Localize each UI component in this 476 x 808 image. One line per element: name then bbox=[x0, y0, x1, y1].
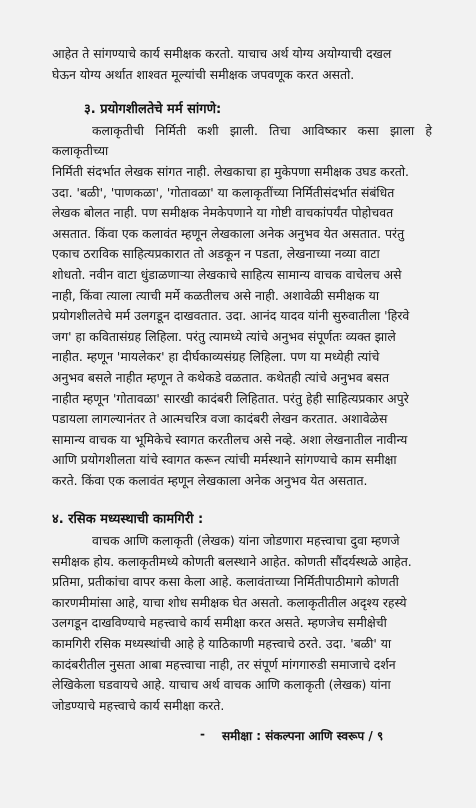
text-line: अनुभव बसले नाहीत म्हणून ते कथेकडे वळतात. कथेतही त्यांचे अनुभव बसत bbox=[52, 369, 390, 385]
text-line: कारणमीमांसा आहे, याचा शोध समीक्षक घेत असतो. कलाकृतीतील अदृश्य रहस्ये bbox=[52, 594, 407, 610]
text-line: असतात. किंवा एक कलावंत म्हणून लेखकाला अनेक अनुभव येत असतात. परंतु bbox=[52, 225, 405, 241]
text-line: जोडण्याचे महत्त्वाचे कार्य समीक्षा करते. bbox=[52, 697, 225, 713]
text-line: आहेत ते सांगण्याचे कार्य समीक्षक करतो. याचाच अर्थ योग्य अयोग्याची दखल bbox=[52, 46, 392, 61]
text-line: आणि प्रयोगशीलता यांचे स्वागत करून त्यांची मर्मस्थाने सांगण्याचे काम समीक्षा bbox=[52, 452, 397, 468]
text-line: एकाच ठराविक साहित्यप्रकारात तो अडकून न पडता, लेखनाच्या नव्या वाटा bbox=[52, 246, 380, 262]
text-line: घेऊन योग्य अर्थात शाश्वत मूल्यांची समीक्षक जपवणूक करत असतो. bbox=[52, 66, 355, 82]
text-line: प्रतिमा, प्रतीकांचा वापर कसा केला आहे. कलावंताच्या निर्मितीपाठीमागे कोणती bbox=[52, 574, 399, 590]
text-line: शोधतो. नवीन वाटा धुंडाळणाऱ्या लेखकाचे साहित्य सामान्य वाचक वाचेलच असे bbox=[52, 266, 402, 282]
text-line: लेखिकेला घडवायचे आहे. याचाच अर्थ वाचक आणि कलाकृती (लेखक) यांना bbox=[52, 677, 391, 693]
footer-dash: - bbox=[200, 727, 205, 741]
intro-paragraph bbox=[52, 44, 432, 85]
running-head: समीक्षा : संकल्पना आणि स्वरूप / ९ bbox=[222, 729, 384, 743]
section-3-paragraph bbox=[52, 121, 432, 492]
text-line: समीक्षक होय. कलाकृतीमध्ये कोणती बलस्थाने आहेत. कोणती सौंदर्यस्थळे आहेत. bbox=[52, 553, 412, 569]
text-line: प्रयोगशीलतेचे मर्म उलगडून दाखवतात. उदा. आनंद यादव यांनी सुरुवातीला 'हिरवे bbox=[52, 308, 410, 324]
text-line: कलाकृतीची निर्मिती कशी झाली. तिचा आविष्कार कसा झाला हे कलाकृतीच्या bbox=[52, 122, 432, 159]
text-line: उलगडून दाखविण्याचे महत्त्वाचे कार्य समीक्षा करत असते. म्हणजेच समीक्षेची bbox=[52, 615, 387, 631]
section-4-paragraph bbox=[52, 531, 432, 716]
text-line: नाहीत. म्हणून 'मायलेकर' हा दीर्घकाव्यसंग्रह लिहिला. पण या मध्येही त्यांचे bbox=[52, 349, 380, 365]
text-line: सामान्य वाचक या भूमिकेचे स्वागत करतीलच असे नव्हे. अशा लेखनातील नावीन्य bbox=[52, 431, 408, 447]
text-line: नाहीत म्हणून 'गोतावळा' सारखी कादंबरी लिहितात. परंतु हेही साहित्यप्रकार अपुरे bbox=[52, 390, 409, 406]
section-heading-3: ३. प्रयोगशीलतेचे मर्म सांगणे: bbox=[84, 102, 222, 118]
text-line: कामगिरी रसिक मध्यस्थांची आहे हे याठिकाणी महत्त्वाचे ठरते. उदा. 'बळी' या bbox=[52, 636, 392, 652]
text-line: निर्मिती संदर्भात लेखक सांगत नाही. लेखकाचा हा मुकेपणा समीक्षक उघड करतो. bbox=[52, 163, 409, 179]
text-line: नाही, किंवा त्याला त्याची मर्मे कळतीलच असे नाही. अशावेळी समीक्षक या bbox=[52, 287, 380, 303]
text-line: कादंबरीतील नुसता आबा महत्त्वाचा नाही, तर संपूर्ण मांगगारुडी समाजाचे दर्शन bbox=[52, 656, 396, 672]
text-line: जग' हा कवितासंग्रह लिहिला. परंतु त्यामध्ये त्यांचे अनुभव संपूर्णतः व्यक्त झाले bbox=[52, 328, 396, 344]
text-line: वाचक आणि कलाकृती (लेखक) यांना जोडणारा महत्त्वाचा दुवा म्हणजे bbox=[92, 533, 400, 549]
text-line: उदा. 'बळी', 'पाणकळा', 'गोतावळा' या कलाकृतींच्या निर्मितीसंदर्भात संबंधित bbox=[52, 184, 395, 200]
text-line: पडायला लागल्यानंतर ते आत्मचरित्र वजा कादंबरी लेखन करतात. अशावेळेस bbox=[52, 411, 388, 427]
text-line: लेखक बोलत नाही. पण समीक्षक नेमकेपणाने या गोष्टी वाचकांपर्यंत पोहोचवत bbox=[52, 205, 394, 221]
section-heading-4: ४. रसिक मध्यस्थाची कामगिरी : bbox=[52, 512, 204, 528]
text-line: करते. किंवा एक कलावंत म्हणून लेखकाला अनेक अनुभव येत असतात. bbox=[52, 472, 368, 488]
